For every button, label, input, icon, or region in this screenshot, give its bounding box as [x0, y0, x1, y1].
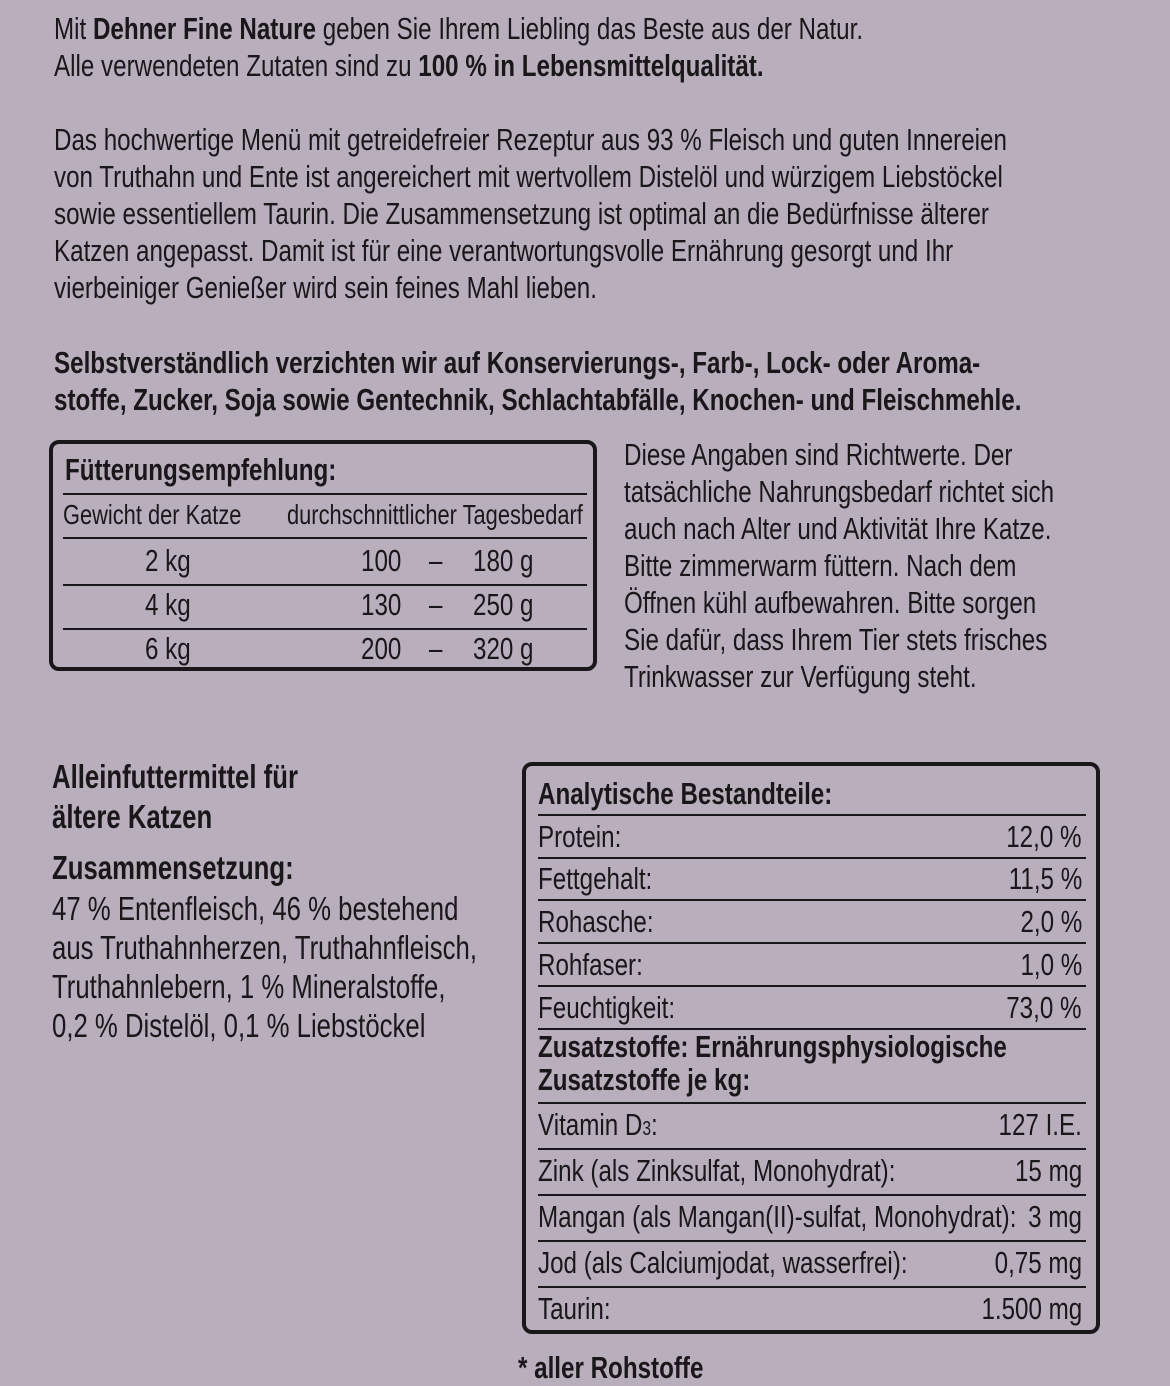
- analytic-value-text: 73,0 %: [1006, 990, 1082, 1025]
- feeding-col-daily: durchschnittlicher Tagesbedarf: [287, 499, 583, 530]
- feeding-col-weight: Gewicht der Katze: [63, 499, 242, 530]
- feeding-notes: [624, 436, 1170, 695]
- analytic-label: Rohfaser:: [538, 947, 643, 982]
- feeding-max: 180 g: [473, 543, 534, 578]
- analytic-value: [1003, 947, 1082, 983]
- feeding-min: 100: [361, 543, 402, 578]
- intro-line-2-pre: Alle verwendeten Zutaten sind zu: [54, 48, 419, 83]
- intro-text: [54, 10, 1091, 84]
- divider: [538, 985, 1086, 987]
- exclusion-notice: [54, 344, 1170, 418]
- additive-value-text: 127 I.E.: [998, 1107, 1082, 1142]
- additive-label: Mangan (als Mangan(II)-sulfat, Monohydrat):: [538, 1199, 1017, 1234]
- composition-line: 47 % Entenfleisch, 46 % bestehend: [52, 890, 459, 927]
- divider: [538, 814, 1086, 816]
- table-row: [526, 1104, 1096, 1148]
- additive-value-text: 1.500 mg: [981, 1291, 1082, 1326]
- divider: [63, 493, 587, 495]
- additive-label: [538, 1107, 658, 1147]
- vitamin-d-label: Vitamin D: [538, 1107, 643, 1142]
- analytic-label: Rohasche:: [538, 904, 654, 939]
- vitamin-d-colon: :: [651, 1107, 658, 1142]
- additive-value: [975, 1107, 1082, 1143]
- table-row: [526, 1150, 1096, 1194]
- additive-label: Taurin:: [538, 1291, 611, 1326]
- table-row: [526, 859, 1096, 899]
- table-row: [526, 988, 1096, 1028]
- sole-feed-line-1: Alleinfuttermittel für: [52, 758, 298, 795]
- table-row: [526, 1196, 1096, 1240]
- feeding-dash: –: [429, 543, 443, 578]
- additive-value-text: 3 mg: [1028, 1199, 1082, 1234]
- analytic-constituents-box: [522, 762, 1100, 1334]
- composition-line: aus Truthahnherzen, Truthahnfleisch,: [52, 929, 477, 966]
- analytic-label: Protein:: [538, 819, 622, 854]
- description-line: von Truthahn und Ente ist angereichert mit wertvollem Distelöl und würzigem Liebstöckel: [54, 159, 1003, 194]
- feeding-min: 130: [361, 587, 402, 622]
- notes-line: Trinkwasser zur Verfügung steht.: [624, 659, 977, 694]
- product-description: [54, 121, 1170, 306]
- analytic-value: [985, 990, 1082, 1026]
- additive-value: [996, 1153, 1082, 1189]
- feeding-title: Fütterungsempfehlung:: [65, 452, 337, 487]
- notes-line: tatsächliche Nahrungsbedarf richtet sich: [624, 474, 1055, 509]
- analytic-label: Feuchtigkeit:: [538, 990, 676, 1025]
- feeding-recommendation-box: [49, 440, 597, 671]
- feeding-max: 320 g: [473, 631, 534, 666]
- divider: [538, 899, 1086, 901]
- analytic-value: [1003, 904, 1082, 940]
- notes-line: Diese Angaben sind Richtwerte. Der: [624, 437, 1013, 472]
- sole-feed-line-2: ältere Katzen: [52, 798, 213, 835]
- analytic-title: Analytische Bestandteile:: [538, 776, 833, 811]
- notice-line: Selbstverständlich verzichten wir auf Konservierungs-, Farb-, Lock- oder Aroma-: [54, 345, 981, 380]
- analytic-value-text: 11,5 %: [1008, 861, 1082, 896]
- notes-line: Bitte zimmerwarm füttern. Nach dem: [624, 548, 1017, 583]
- table-row: [526, 1288, 1096, 1332]
- intro-line-1: [54, 10, 863, 47]
- composition-line: Truthahnlebern, 1 % Mineralstoffe,: [52, 968, 446, 1005]
- table-row: [526, 817, 1096, 857]
- feeding-dash: –: [429, 587, 443, 622]
- vitamin-d-subscript: 3: [642, 1118, 652, 1140]
- notes-line: auch nach Alter und Aktivität Ihre Katze.: [624, 511, 1052, 546]
- divider: [63, 537, 587, 539]
- composition-text: [52, 889, 597, 1045]
- intro-line-1-post: geben Sie Ihrem Liebling das Beste aus der Natur.: [315, 11, 864, 46]
- analytic-value-text: 12,0 %: [1006, 819, 1082, 854]
- brand-name: Dehner Fine Nature: [92, 11, 316, 46]
- additive-label: Jod (als Calciumjodat, wasserfrei):: [538, 1245, 908, 1280]
- analytic-value-text: 1,0 %: [1020, 947, 1082, 982]
- additive-value-text: 15 mg: [1014, 1153, 1082, 1188]
- notes-line: Sie dafür, dass Ihrem Tier stets frisches: [624, 622, 1048, 657]
- feeding-weight: 4 kg: [145, 587, 191, 622]
- table-row: [53, 541, 593, 583]
- table-row: [526, 902, 1096, 942]
- additives-heading-line-1: Zusatzstoffe: Ernährungsphysiologische: [538, 1029, 1007, 1064]
- composition-title: Zusammensetzung:: [52, 849, 294, 886]
- additive-value: [970, 1245, 1082, 1281]
- analytic-value-text: 2,0 %: [1020, 904, 1082, 939]
- description-line: Katzen angepasst. Damit ist für eine verantwortungsvolle Ernährung gesorgt und Ihr: [54, 233, 954, 268]
- feeding-weight: 2 kg: [145, 543, 191, 578]
- feeding-dash: –: [429, 631, 443, 666]
- sole-feed-heading: [52, 757, 367, 837]
- analytic-value: [988, 861, 1082, 897]
- feeding-min: 200: [361, 631, 402, 666]
- intro-line-2: [54, 47, 863, 84]
- intro-quality-claim: 100 % in Lebensmittelqualität.: [418, 48, 764, 83]
- description-line: Das hochwertige Menü mit getreidefreier Rezeptur aus 93 % Fleisch und guten Innereien: [54, 122, 1007, 157]
- additive-value: [1013, 1199, 1082, 1235]
- table-row: [53, 585, 593, 627]
- analytic-value: [985, 819, 1082, 855]
- table-row: [526, 945, 1096, 985]
- footnote: * aller Rohstoffe: [518, 1350, 704, 1385]
- table-row: [53, 629, 593, 671]
- description-line: sowie essentiellem Taurin. Die Zusammensetzung ist optimal an die Bedürfnisse älterer: [54, 196, 989, 231]
- divider: [538, 942, 1086, 944]
- additive-value: [953, 1291, 1082, 1327]
- feeding-max: 250 g: [473, 587, 534, 622]
- notice-line: stoffe, Zucker, Soja sowie Gentechnik, Schlachtabfälle, Knochen- und Fleischmehle.: [54, 382, 1022, 417]
- intro-line-1-pre: Mit: [54, 11, 93, 46]
- feeding-weight: 6 kg: [145, 631, 191, 666]
- analytic-label: Fettgehalt:: [538, 861, 653, 896]
- table-row: [526, 1242, 1096, 1286]
- description-line: vierbeiniger Genießer wird sein feines Mahl lieben.: [54, 270, 597, 305]
- composition-line: 0,2 % Distelöl, 0,1 % Liebstöckel: [52, 1007, 426, 1044]
- additive-label: Zink (als Zinksulfat, Monohydrat):: [538, 1153, 896, 1188]
- additive-value-text: 0,75 mg: [994, 1245, 1082, 1280]
- additives-heading-line-2: Zusatzstoffe je kg:: [538, 1062, 751, 1097]
- notes-line: Öffnen kühl aufbewahren. Bitte sorgen: [624, 585, 1037, 620]
